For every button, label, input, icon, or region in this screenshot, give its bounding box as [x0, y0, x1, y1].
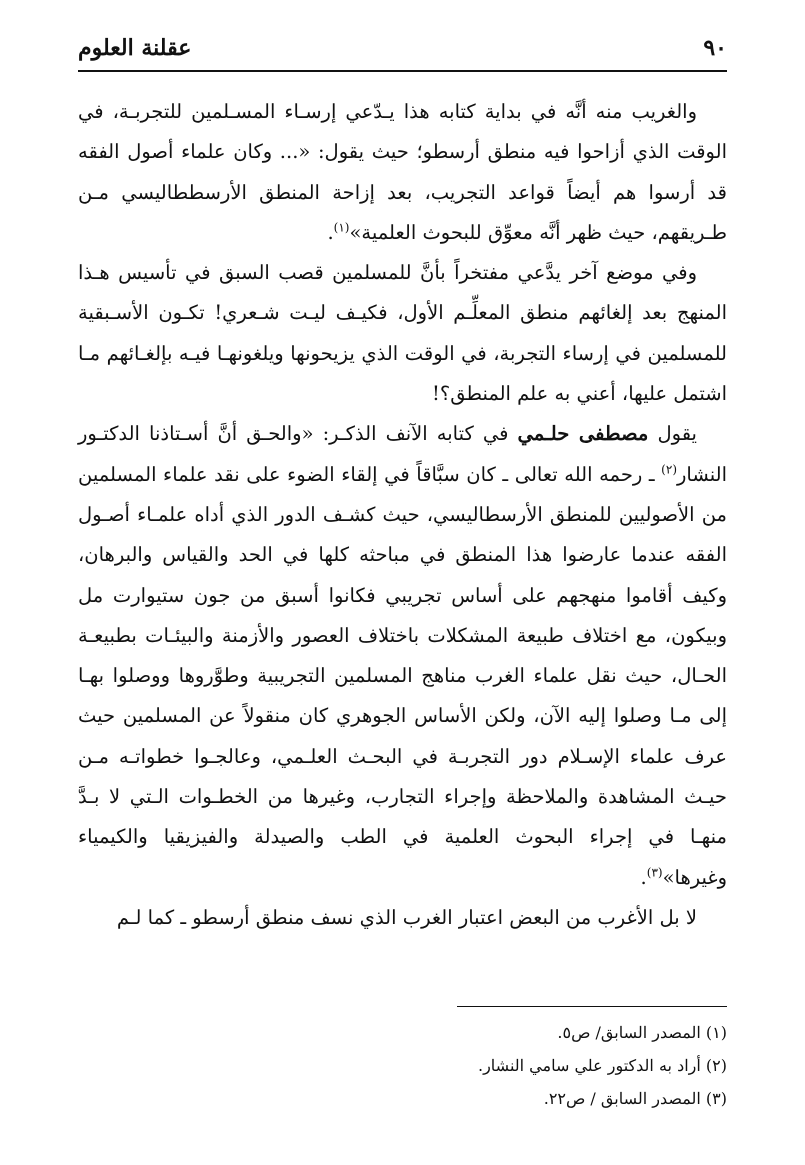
footnotes	[78, 1016, 727, 1115]
footnote-3: (٣) المصدر السابق / ص٢٢.	[543, 1089, 727, 1108]
footnote-separator	[457, 1006, 727, 1007]
header-rule	[78, 70, 727, 72]
paragraph-3	[78, 414, 727, 898]
main-text	[78, 92, 727, 938]
paragraph-1	[78, 92, 727, 253]
paragraph-2	[78, 253, 727, 414]
paragraph-4	[78, 898, 727, 938]
paragraph-3-pre: يقول	[657, 422, 697, 446]
paragraph-3-tail: .	[640, 865, 647, 889]
page-number: ٩٠	[703, 35, 727, 61]
paragraph-3-post: ـ رحمه الله تعالى ـ كان سبَّاقاً في إلقاء الضوء على نقد علماء المسلمين من الأصوليين للمنطق الأرسطاليسي، حيث كشـف الدور الذي أداه علمـاء أصـول الفقه عندما عارضوا هذا المنطق في مباحثه كلها في الحد والقياس والبرهان، وكيف أقاموا منهجهم على أساس تجريبي فكانوا أسبق من جون ستيوارت مل وبيكون، مع اختلاف طبيعة المشكلات باختلاف العصور والأزمنة والبيئـات بطبيعـة الحـال، حيث نقل علماء الغرب مناهج المسلمين التجريبية وطوَّروها ووصلوا بهـا إلى مـا وصلوا إليه الآن، ولكن الأساس الجوهري كان منقولاً عن المسلمين حيث عرف علماء الإسـلام دور التجربـة في البحـث العلـمي، وعالجـوا خطواتـه مـن حيـث المشاهدة والملاحظة وإجراء التجارب، وغيرها من الخطـوات الـتي لا بـدَّ منهـا في إجراء البحوث العلمية في الطب والصيدلة والفيزيقيا والكيمياء وغيرها»	[78, 462, 728, 889]
page-header	[78, 28, 727, 68]
paragraph-1-text: والغريب منه أنَّه في بداية كتابه هذا يـدّعي إرسـاء المسـلمين للتجربـة، في الوقت الذي أزاحوا فيه منطق أرسطو؛ حيث يقول: «... وكان علماء أصول الفقه قد أرسوا هم أيضاً قواعد التجريب، بعد إزاحة المنطق الأرسططاليسي مـن طـريقهم، حيث ظهر أنَّه معوِّق للبحوث العلمية»	[78, 100, 727, 244]
author-name: مصطفى حلـمي	[517, 422, 649, 446]
footnote-marker-2: (٢)	[661, 462, 677, 477]
footnote-marker-1: (١)	[333, 220, 350, 235]
paragraph-3-mid: في كتابه الآنف الذكـر: «والحـق أنَّ أسـتاذنا الدكتـور النشار	[78, 422, 727, 486]
footnote-2: (٢) أراد به الدكتور علي سامي النشار.	[477, 1056, 727, 1075]
paragraph-2-text: وفي موضع آخر يدَّعي مفتخراً بأنَّ للمسلمين قصب السبق في تأسيس هـذا المنهج بعد إلغائهم منطق المعلِّـم الأول، فكيـف ليـت شـعري! تكـون الأسـبقية للمسلمين في إرساء التجربة، في الوقت الذي يزيحونها ويلغونهـا فيـه بإلغـائهم مـا اشتمل عليها، أعني به علم المنطق؟!	[78, 261, 727, 406]
footnote-1: (١) المصدر السابق/ ص٥.	[557, 1023, 727, 1042]
paragraph-4-text: لا بل الأغرب من البعض اعتبار الغرب الذي نسف منطق أرسطو ـ كما لـم	[116, 905, 697, 929]
footnote-marker-3: (٣)	[646, 865, 663, 880]
paragraph-1-tail: .	[327, 220, 334, 244]
running-title: عقلنة العلوم	[78, 35, 192, 61]
